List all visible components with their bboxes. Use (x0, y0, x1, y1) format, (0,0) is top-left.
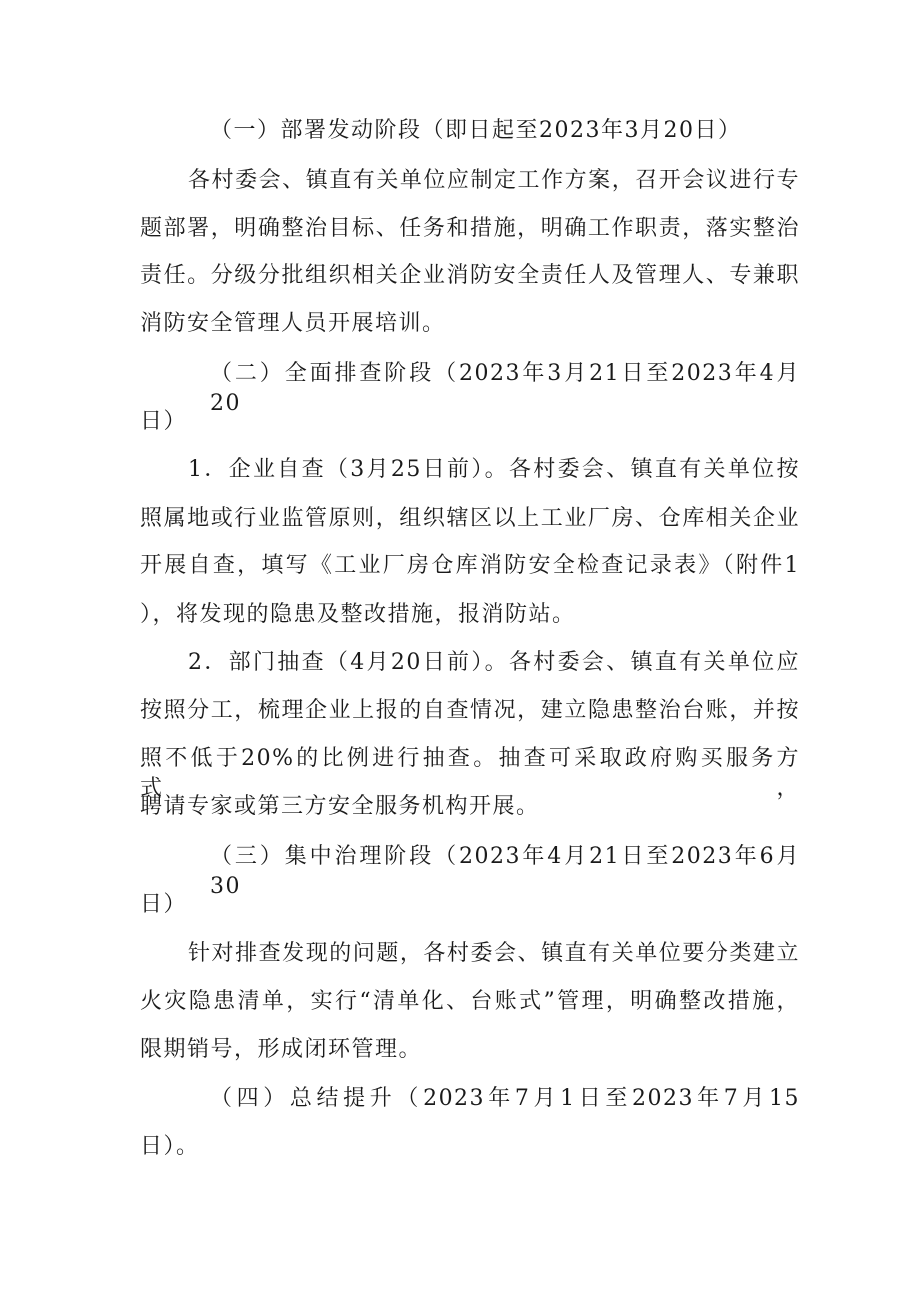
paragraph-line: 开展自查，填写《工业厂房仓库消防安全检查记录表》（附件1 (140, 553, 800, 578)
paragraph-line: 按照分工，梳理企业上报的自查情况，建立隐患整治台账，并按 (140, 698, 800, 723)
section-heading-4: （四）总结提升（2023年7月1日至2023年7月15 (210, 1086, 800, 1111)
paragraph-line: 照属地或行业监管原则，组织辖区以上工业厂房、仓库相关企业 (140, 506, 800, 531)
paragraph-line: 2．部门抽查（4月20日前）。各村委会、镇直有关单位应 (188, 650, 800, 675)
section-heading-2: （二）全面排查阶段（2023年3月21日至2023年4月20 (210, 361, 800, 416)
section-heading-4-cont: 日）。 (140, 1134, 200, 1159)
paragraph-line: 责任。分级分批组织相关企业消防安全责任人及管理人、专兼职 (140, 263, 800, 288)
paragraph-line: 聘请专家或第三方安全服务机构开展。 (140, 794, 540, 819)
paragraph-line: 针对排查发现的问题，各村委会、镇直有关单位要分类建立 (188, 941, 800, 966)
section-heading-2-cont: 日） (140, 409, 188, 434)
section-heading-1: （一）部署发动阶段（即日起至2023年3月20日） (210, 118, 742, 143)
paragraph-line: ），将发现的隐患及整改措施，报消防站。 (140, 602, 576, 627)
paragraph-line: 限期销号，形成闭环管理。 (140, 1037, 423, 1062)
paragraph-line: 消防安全管理人员开展培训。 (140, 311, 446, 336)
paragraph-line: 1．企业自查（3月25日前）。各村委会、镇直有关单位按 (188, 457, 800, 482)
paragraph-line: 照不低于20%的比例进行抽查。抽查可采取政府购买服务方式， (140, 746, 800, 801)
paragraph-line: 题部署，明确整治目标、任务和措施，明确工作职责，落实整治 (140, 216, 800, 241)
paragraph-line: 火灾隐患清单，实行“清单化、台账式”管理，明确整改措施， (140, 989, 800, 1014)
section-heading-3: （三）集中治理阶段（2023年4月21日至2023年6月30 (210, 844, 800, 899)
paragraph-line: 各村委会、镇直有关单位应制定工作方案，召开会议进行专 (188, 168, 800, 193)
section-heading-3-cont: 日） (140, 892, 188, 917)
